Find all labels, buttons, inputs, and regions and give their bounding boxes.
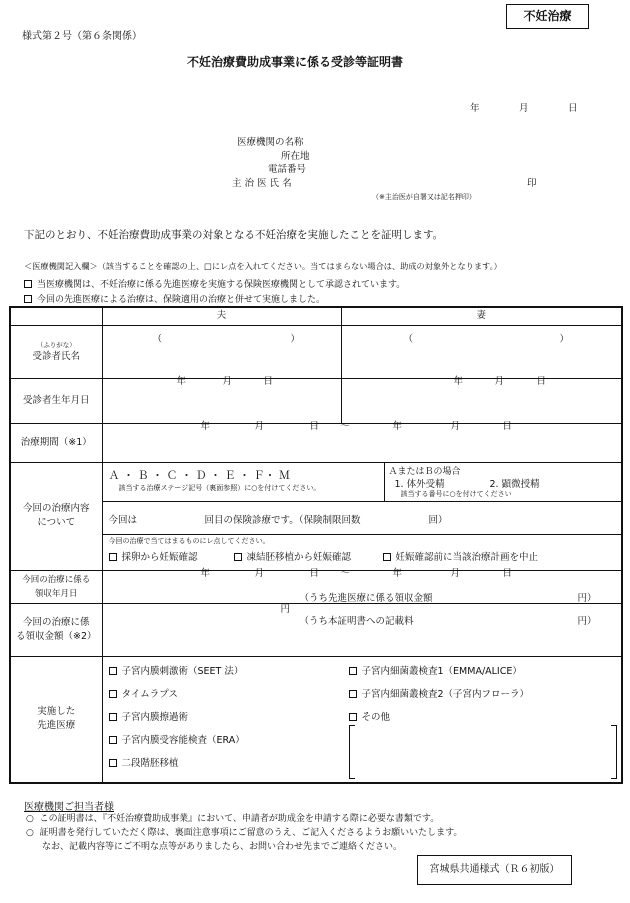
year-label: 年 — [176, 375, 187, 387]
start-year: 年 — [200, 420, 211, 432]
adv-endometrial-scratch[interactable]: 子宮内膜擦過術 — [109, 709, 189, 723]
date-year: 年 — [470, 103, 480, 114]
clinic-name-label: 医療機関の名称 — [237, 137, 304, 148]
amount-sub-fee: （うち本証明書への記載料 — [299, 615, 414, 627]
treatment-period-label: 治療期間（※1） — [10, 423, 102, 462]
seal-label: 印 — [527, 178, 537, 189]
end-day: 日 — [502, 420, 513, 432]
adv-two-step-transfer[interactable]: 二段階胚移植 — [109, 755, 179, 769]
receipt-amount-label: 今回の治療に係 る領収金額（※2） — [10, 603, 102, 656]
day-label: 日 — [536, 375, 547, 387]
furigana-label: （ふりがな） — [36, 340, 76, 349]
yen-label: 円 — [280, 603, 291, 615]
date-day: 日 — [568, 103, 578, 114]
name-row-label — [10, 325, 102, 378]
ab-option-icsi[interactable]: 2. 顕微授精 — [489, 478, 540, 490]
ab-note: 該当する番号に○を付けてください — [400, 489, 512, 498]
check-approved-clinic[interactable]: 当医療機関は、不妊治療に係る先進医療を実施する保険医療機関として承認されています。 — [24, 277, 405, 290]
header-blank-cell — [10, 307, 102, 325]
wife-birthdate-cell[interactable] — [341, 375, 622, 423]
end-year: 年 — [392, 420, 403, 432]
patient-name-label: 受診者氏名 — [32, 350, 80, 362]
start-day: 日 — [309, 567, 320, 579]
times-close-label: 回） — [428, 514, 448, 526]
paren-open: （ — [403, 333, 414, 345]
form-number: 様式第２号（第６条関係） — [22, 31, 142, 42]
yen-close: 円） — [577, 592, 597, 604]
end-month: 月 — [450, 420, 461, 432]
yen-close: 円） — [577, 615, 597, 627]
receipt-amount-cell[interactable] — [102, 592, 622, 656]
this-time-label: 今回は — [108, 514, 138, 526]
adv-era[interactable]: 子宮内膜受容能検査（ERA） — [109, 732, 245, 746]
seal-note: （※主治医が自署又は記名押印） — [372, 193, 476, 201]
advanced-medicine-cell — [102, 656, 622, 783]
checkbox[interactable] — [109, 759, 117, 767]
end-month: 月 — [450, 567, 461, 579]
footer-note-2: ○ 証明書を発行していただく際は、裏面注意事項にご留意のうえ、ご記入くださるようお願いいたします。 — [26, 828, 463, 838]
advanced-medicine-label: 実施した 先進医療 — [10, 656, 102, 783]
day-label: 日 — [263, 375, 274, 387]
month-label: 月 — [494, 375, 505, 387]
paren-close: ） — [559, 333, 570, 345]
checkbox[interactable] — [349, 667, 357, 675]
start-year: 年 — [200, 567, 211, 579]
check-combined-treatment[interactable]: 今回の先進医療による治療は、保険適用の治療と併せて実施しました。 — [24, 292, 325, 305]
certification-statement: 下記のとおり、不妊治療費助成事業の対象となる不妊治療を実施したことを証明します。 — [24, 229, 444, 241]
other-bracket-right — [611, 725, 617, 779]
applicable-note: 今回の治療で当てはまるものにレ点してください。 — [108, 536, 270, 545]
treatment-period-cell[interactable] — [102, 420, 622, 462]
checkbox[interactable] — [349, 713, 357, 721]
insurance-times-label: 回目の保険診療です。（保険制限回数 — [204, 514, 361, 526]
start-day: 日 — [309, 420, 320, 432]
clinic-address-label: 所在地 — [281, 151, 310, 162]
column-wife: 妻 — [341, 307, 622, 325]
date-month: 月 — [519, 103, 529, 114]
receipt-date-label: 今回の治療に係る 領収年月日 — [10, 570, 102, 603]
range-tilde: ～ — [340, 567, 351, 579]
ab-case-label: ＡまたはＢの場合 — [388, 466, 461, 477]
adv-timelapse[interactable]: タイムラプス — [109, 686, 178, 700]
paren-close: ） — [290, 333, 301, 345]
adv-seet[interactable]: 子宮内膜刺激術（SEET 法） — [109, 663, 244, 677]
range-tilde: ～ — [340, 420, 351, 432]
end-year: 年 — [392, 567, 403, 579]
checkbox[interactable] — [234, 553, 242, 561]
paren-open: （ — [152, 333, 163, 345]
ab-option-ivf[interactable]: 1. 体外受精 — [394, 478, 445, 490]
footer-note-3: なお、記載内容等にご不明な点等がありましたら、お問い合わせ先までご連絡ください。 — [42, 842, 403, 852]
stage-options[interactable]: Ａ ・ Ｂ ・ Ｃ ・ Ｄ ・ Ｅ ・ Ｆ・ Ｍ — [108, 468, 290, 482]
footer-note-1: ○ この証明書は、『不妊治療費助成事業』において、申請者が助成金を申請する際に必要な書類です。 — [26, 814, 440, 824]
amount-sub-advanced: （うち先進医療に係る領収金額 — [299, 592, 433, 604]
doctor-name-label: 主 治 医 氏 名 — [232, 178, 292, 189]
husband-birthdate-cell[interactable] — [102, 375, 341, 423]
year-label: 年 — [453, 375, 464, 387]
checkbox[interactable] — [383, 553, 391, 561]
clinic-phone-label: 電話番号 — [268, 164, 307, 175]
husband-name-cell[interactable] — [102, 325, 341, 378]
instructions-heading: ＜医療機関記入欄＞（該当することを確認の上、□にレ点を入れてください。当てはまらない場合は、助成の対象外となります。） — [24, 261, 502, 271]
checkbox[interactable] — [109, 690, 117, 698]
end-day: 日 — [502, 567, 513, 579]
category-tag: 不妊治療 — [506, 4, 589, 29]
checkbox[interactable] — [24, 280, 32, 288]
checkbox[interactable] — [109, 713, 117, 721]
checkbox[interactable] — [24, 295, 32, 303]
treatment-content-cell — [102, 462, 622, 570]
adv-other[interactable]: その他 — [349, 709, 391, 723]
start-month: 月 — [254, 567, 265, 579]
checkbox[interactable] — [109, 736, 117, 744]
birthdate-label: 受診者生年月日 — [10, 378, 102, 423]
document-title: 不妊治療費助成事業に係る受診等証明書 — [187, 55, 404, 69]
start-month: 月 — [254, 420, 265, 432]
format-version-box: 宮城県共通様式（Ｒ６初版） — [417, 855, 572, 885]
wife-name-cell[interactable] — [341, 325, 622, 378]
footer-heading: 医療機関ご担当者様 — [24, 802, 114, 813]
adv-uterine-flora[interactable]: 子宮内細菌叢検査2（子宮内フローラ） — [349, 686, 530, 700]
treatment-content-label: 今回の治療内容 について — [10, 462, 102, 570]
column-husband: 夫 — [102, 307, 341, 325]
option-plan-cancelled[interactable]: 妊娠確認前に当該治療計画を中止 — [383, 549, 539, 563]
stage-note: 該当する治療ステージ記号（裏面参照）に○を付けてください。 — [118, 483, 321, 492]
option-frozen-transfer[interactable]: 凍結胚移植から妊娠確認 — [234, 549, 352, 563]
other-bracket-left — [349, 725, 355, 779]
adv-emma-alice[interactable]: 子宮内細菌叢検査1（EMMA/ALICE） — [349, 663, 522, 677]
checkbox[interactable] — [109, 553, 117, 561]
option-egg-retrieval[interactable]: 採卵から妊娠確認 — [109, 549, 198, 563]
checkbox[interactable] — [349, 690, 357, 698]
checkbox[interactable] — [109, 667, 117, 675]
month-label: 月 — [222, 375, 233, 387]
main-table — [9, 306, 623, 784]
